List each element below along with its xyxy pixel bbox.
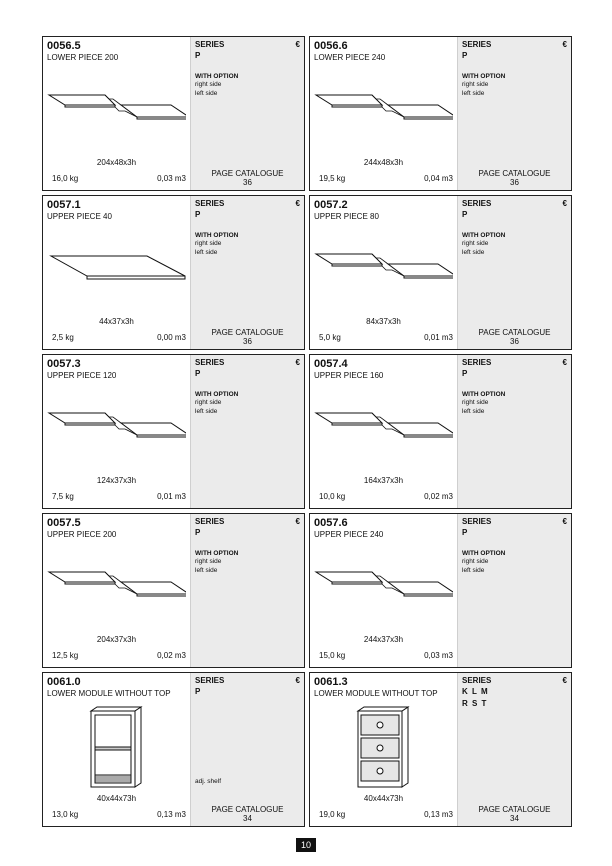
euro-sign: € — [295, 40, 300, 49]
product-name: LOWER MODULE WITHOUT TOP — [314, 689, 438, 698]
option-right: right side — [462, 558, 489, 565]
option-left: left side — [195, 408, 218, 415]
panel-icon — [47, 228, 186, 314]
product-weight: 2,5 kg — [52, 333, 74, 342]
option-right: right side — [195, 81, 222, 88]
product-dimensions: 244x48x3h — [363, 158, 404, 167]
series-label: SERIES — [462, 199, 492, 208]
product-dimensions: 84x37x3h — [366, 317, 401, 326]
option-right: right side — [462, 81, 489, 88]
catalogue-page: 36 — [510, 178, 519, 187]
card-details — [190, 37, 304, 190]
series-label: SERIES — [195, 517, 225, 526]
product-volume: 0,04 m3 — [424, 174, 453, 183]
series-value-secondary: R S T — [462, 699, 488, 708]
option-left: left side — [195, 567, 218, 574]
card-details — [457, 673, 571, 826]
split-panel-icon — [47, 546, 186, 632]
page-catalogue — [191, 328, 304, 346]
series-label: SERIES — [195, 676, 225, 685]
page-number: 10 — [296, 838, 316, 852]
product-dimensions: 244x37x3h — [363, 635, 404, 644]
option-right: right side — [195, 558, 222, 565]
catalogue-page: 34 — [243, 814, 252, 823]
option-title: WITH OPTION — [462, 73, 506, 80]
series-value: P — [195, 369, 202, 378]
product-name: UPPER PIECE 120 — [47, 371, 117, 380]
option-left: left side — [462, 408, 485, 415]
series-value: P — [195, 528, 202, 537]
product-dimensions: 40x44x73h — [363, 794, 404, 803]
card-details — [457, 196, 571, 349]
catalogue-label: PAGE CATALOGUE — [478, 169, 551, 178]
catalogue-page: 36 — [243, 337, 252, 346]
product-card — [309, 672, 572, 827]
product-name: UPPER PIECE 200 — [47, 530, 117, 539]
product-weight: 5,0 kg — [319, 333, 341, 342]
product-name: LOWER PIECE 240 — [314, 53, 386, 62]
product-code: 0057.1 — [47, 199, 81, 211]
product-dimensions: 40x44x73h — [96, 794, 137, 803]
product-code: 0056.6 — [314, 40, 348, 52]
card-info — [310, 37, 457, 190]
card-info — [43, 37, 190, 190]
card-info — [43, 355, 190, 508]
series-label: SERIES — [462, 40, 492, 49]
product-card — [309, 513, 572, 668]
product-weight: 16,0 kg — [52, 174, 79, 183]
product-name: LOWER MODULE WITHOUT TOP — [47, 689, 171, 698]
series-value: P — [462, 528, 469, 537]
catalogue-label: PAGE CATALOGUE — [478, 328, 551, 337]
catalogue-label: PAGE CATALOGUE — [211, 805, 284, 814]
page-catalogue — [458, 805, 571, 823]
card-details — [457, 355, 571, 508]
card-details — [190, 514, 304, 667]
option-left: left side — [195, 249, 218, 256]
option-title: WITH OPTION — [462, 232, 506, 239]
option-title: WITH OPTION — [195, 391, 239, 398]
option-right: right side — [195, 399, 222, 406]
product-volume: 0,03 m3 — [424, 651, 453, 660]
product-dimensions: 124x37x3h — [96, 476, 137, 485]
product-name: UPPER PIECE 40 — [47, 212, 112, 221]
series-value: P — [462, 210, 469, 219]
product-card — [42, 354, 305, 509]
product-name: UPPER PIECE 80 — [314, 212, 379, 221]
euro-sign: € — [562, 199, 567, 208]
product-code: 0061.3 — [314, 676, 348, 688]
series-label: SERIES — [462, 358, 492, 367]
card-info — [310, 673, 457, 826]
card-info — [310, 355, 457, 508]
split-panel-icon — [314, 387, 453, 473]
split-panel-icon — [47, 69, 186, 155]
euro-sign: € — [562, 676, 567, 685]
product-volume: 0,13 m3 — [424, 810, 453, 819]
option-title: WITH OPTION — [462, 391, 506, 398]
euro-sign: € — [295, 517, 300, 526]
product-dimensions: 204x37x3h — [96, 635, 137, 644]
card-details — [190, 355, 304, 508]
adjustable-shelf-note: adj. shelf — [195, 778, 222, 785]
page-catalogue — [458, 328, 571, 346]
product-dimensions: 44x37x3h — [99, 317, 134, 326]
product-code: 0057.2 — [314, 199, 348, 211]
series-value: P — [195, 687, 202, 696]
euro-sign: € — [295, 676, 300, 685]
option-title: WITH OPTION — [195, 232, 239, 239]
product-card — [42, 36, 305, 191]
product-volume: 0,00 m3 — [157, 333, 186, 342]
card-info — [43, 514, 190, 667]
product-dimensions: 204x48x3h — [96, 158, 137, 167]
page-catalogue — [191, 805, 304, 823]
card-info — [43, 196, 190, 349]
product-weight: 13,0 kg — [52, 810, 79, 819]
product-weight: 15,0 kg — [319, 651, 346, 660]
product-name: UPPER PIECE 160 — [314, 371, 384, 380]
product-card — [309, 354, 572, 509]
card-details — [190, 673, 304, 826]
product-volume: 0,13 m3 — [157, 810, 186, 819]
option-title: WITH OPTION — [195, 550, 239, 557]
split-panel-icon — [314, 546, 453, 632]
option-right: right side — [462, 399, 489, 406]
card-details — [190, 196, 304, 349]
catalogue-page: 34 — [510, 814, 519, 823]
catalogue-label: PAGE CATALOGUE — [478, 805, 551, 814]
catalogue-label: PAGE CATALOGUE — [211, 169, 284, 178]
card-info — [310, 196, 457, 349]
shelf-module-icon — [47, 705, 186, 791]
product-card — [309, 36, 572, 191]
option-title: WITH OPTION — [195, 73, 239, 80]
option-left: left side — [462, 567, 485, 574]
product-weight: 19,5 kg — [319, 174, 346, 183]
euro-sign: € — [295, 199, 300, 208]
product-card — [309, 195, 572, 350]
option-right: right side — [195, 240, 222, 247]
euro-sign: € — [295, 358, 300, 367]
product-dimensions: 164x37x3h — [363, 476, 404, 485]
option-left: left side — [195, 90, 218, 97]
card-info — [310, 514, 457, 667]
product-code: 0057.5 — [47, 517, 81, 529]
product-weight: 7,5 kg — [52, 492, 74, 501]
product-code: 0057.6 — [314, 517, 348, 529]
catalogue-label: PAGE CATALOGUE — [211, 328, 284, 337]
series-label: SERIES — [195, 40, 225, 49]
option-right: right side — [462, 240, 489, 247]
euro-sign: € — [562, 517, 567, 526]
catalogue-page: 36 — [243, 178, 252, 187]
drawer-module-icon — [314, 705, 453, 791]
series-label: SERIES — [195, 199, 225, 208]
series-value: P — [462, 51, 469, 60]
split-panel-icon — [47, 387, 186, 473]
product-code: 0057.3 — [47, 358, 81, 370]
euro-sign: € — [562, 40, 567, 49]
product-code: 0057.4 — [314, 358, 348, 370]
product-grid — [42, 36, 572, 831]
card-details — [457, 514, 571, 667]
series-label: SERIES — [462, 517, 492, 526]
product-volume: 0,01 m3 — [157, 492, 186, 501]
series-value: P — [195, 210, 202, 219]
product-volume: 0,01 m3 — [424, 333, 453, 342]
product-weight: 19,0 kg — [319, 810, 346, 819]
product-name: LOWER PIECE 200 — [47, 53, 119, 62]
product-code: 0056.5 — [47, 40, 81, 52]
catalogue-page: 36 — [510, 337, 519, 346]
option-left: left side — [462, 249, 485, 256]
product-card — [42, 672, 305, 827]
card-info — [43, 673, 190, 826]
product-volume: 0,02 m3 — [424, 492, 453, 501]
product-volume: 0,02 m3 — [157, 651, 186, 660]
product-name: UPPER PIECE 240 — [314, 530, 384, 539]
series-value: K L M — [462, 687, 489, 696]
product-weight: 12,5 kg — [52, 651, 79, 660]
series-label: SERIES — [195, 358, 225, 367]
series-value: P — [195, 51, 202, 60]
option-left: left side — [462, 90, 485, 97]
series-value: P — [462, 369, 469, 378]
page-catalogue — [191, 169, 304, 187]
card-details — [457, 37, 571, 190]
product-card — [42, 195, 305, 350]
product-card — [42, 513, 305, 668]
product-code: 0061.0 — [47, 676, 81, 688]
product-volume: 0,03 m3 — [157, 174, 186, 183]
option-title: WITH OPTION — [462, 550, 506, 557]
product-weight: 10,0 kg — [319, 492, 346, 501]
page-catalogue — [458, 169, 571, 187]
euro-sign: € — [562, 358, 567, 367]
split-panel-icon — [314, 69, 453, 155]
series-label: SERIES — [462, 676, 492, 685]
split-panel-icon — [314, 228, 453, 314]
